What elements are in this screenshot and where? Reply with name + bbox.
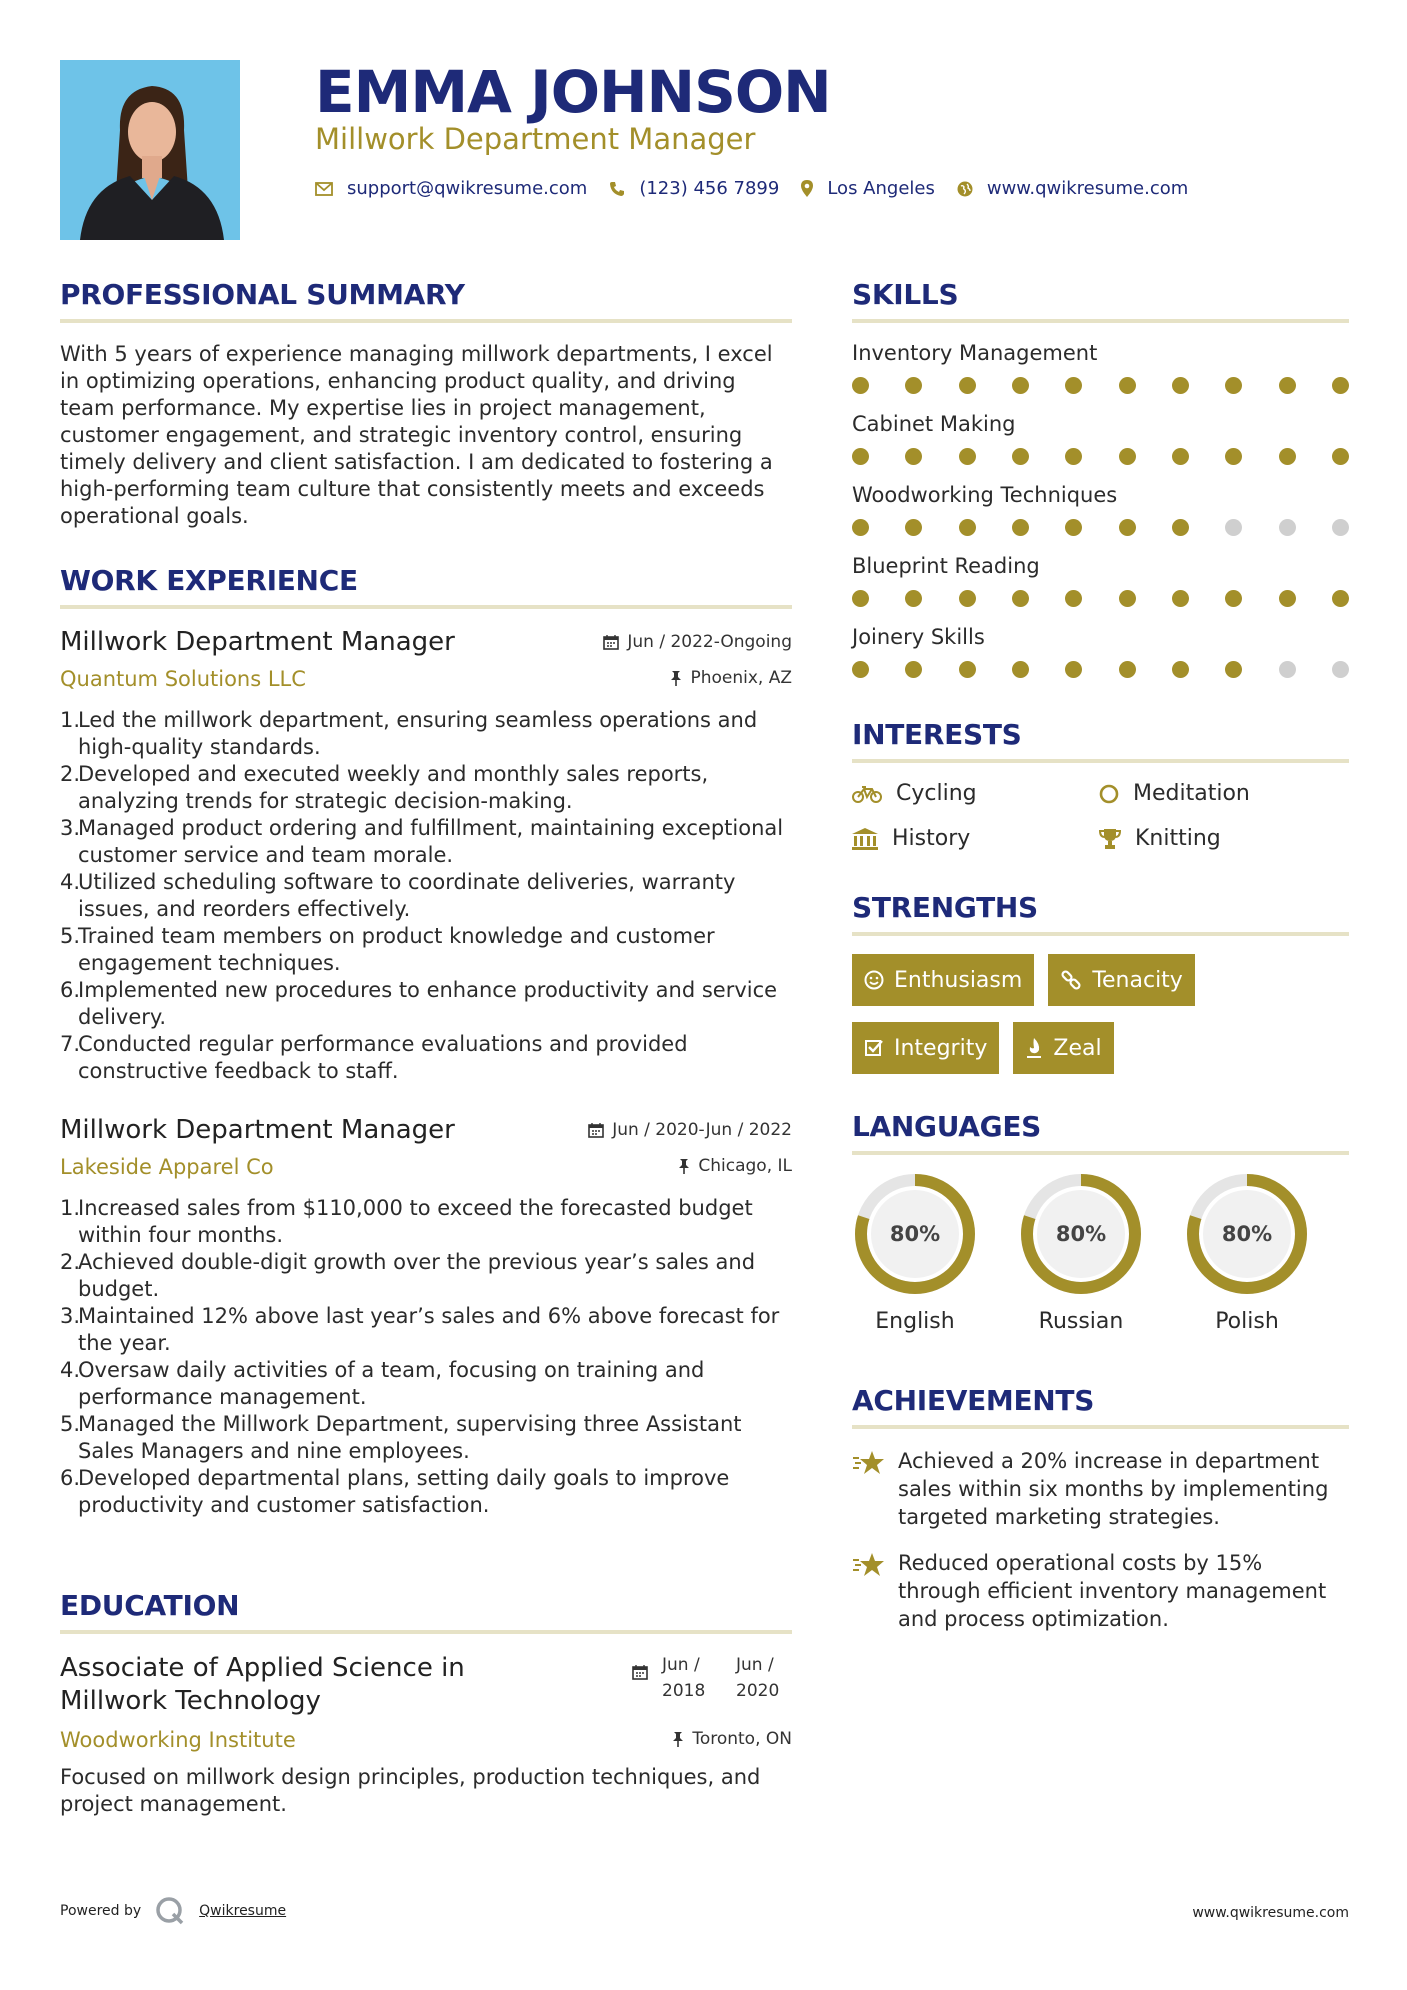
- education-description: Focused on millwork design principles, production techniques, and project management.: [60, 1765, 761, 1816]
- skill-rating: [852, 448, 1349, 465]
- skill-dot-filled: [1279, 590, 1296, 607]
- skill-dot-filled: [1225, 377, 1242, 394]
- skill-dot-filled: [1065, 661, 1082, 678]
- skill-dot-filled: [1119, 590, 1136, 607]
- star-icon: [852, 1551, 886, 1579]
- skill-dot-filled: [1225, 661, 1242, 678]
- location-text: Los Angeles: [827, 178, 935, 199]
- achievement-item: [852, 1549, 1349, 1633]
- trophy-icon: [1099, 828, 1121, 850]
- education-heading: EDUCATION: [60, 1589, 792, 1634]
- languages-list: [852, 1173, 1349, 1334]
- skill-dot-filled: [852, 661, 869, 678]
- interest-item: [852, 781, 1099, 806]
- job-bullet-list: [60, 1195, 792, 1519]
- star-icon: [852, 1449, 886, 1477]
- skill-name: Cabinet Making: [852, 412, 1016, 436]
- skill-dot-filled: [905, 590, 922, 607]
- bicycle-icon: [852, 785, 882, 803]
- skill-dot-filled: [1172, 590, 1189, 607]
- interest-label: Knitting: [1135, 826, 1221, 851]
- skill-name: Joinery Skills: [852, 625, 985, 649]
- contact-email[interactable]: [315, 178, 587, 199]
- contact-website[interactable]: [957, 178, 1188, 199]
- job-bullet-list: [60, 707, 792, 1085]
- skill-dot-empty: [1279, 661, 1296, 678]
- list-item: 3. Maintained 12% above last year’s sales and 6% above forecast for the year.: [60, 1304, 780, 1355]
- list-item: 5. Trained team members on product knowledge and customer engagement techniques.: [60, 924, 715, 975]
- strengths-list: [852, 954, 1349, 1074]
- skill-dot-filled: [959, 448, 976, 465]
- experience-heading: WORK EXPERIENCE: [60, 564, 792, 609]
- skill-dot-filled: [1119, 661, 1136, 678]
- globe-icon: [957, 181, 973, 197]
- link-icon: [1060, 969, 1082, 991]
- contact-bar: [315, 178, 1210, 199]
- language-name: Russian: [1038, 1309, 1124, 1334]
- contact-phone[interactable]: [609, 178, 779, 199]
- strength-tag: [852, 1022, 999, 1074]
- skill-dot-filled: [959, 519, 976, 536]
- job-date-text: Jun / 2022-Ongoing: [627, 632, 792, 652]
- bank-icon: [852, 828, 878, 850]
- strength-label: Enthusiasm: [894, 967, 1023, 993]
- languages-heading: LANGUAGES: [852, 1110, 1349, 1155]
- skill-dot-filled: [1012, 661, 1029, 678]
- circle-icon: [1099, 784, 1119, 804]
- skill-dot-filled: [852, 377, 869, 394]
- skill-name: Inventory Management: [852, 341, 1098, 365]
- language-item: [832, 1173, 998, 1334]
- skill-item: [852, 554, 1349, 607]
- skill-name: Blueprint Reading: [852, 554, 1040, 578]
- skill-dot-filled: [905, 448, 922, 465]
- calendar-icon: [632, 1664, 648, 1680]
- achievements-list: [852, 1447, 1349, 1633]
- skills-heading: SKILLS: [852, 278, 1349, 323]
- strengths-heading: STRENGTHS: [852, 891, 1349, 936]
- skill-rating: [852, 519, 1349, 536]
- skill-dot-filled: [1065, 448, 1082, 465]
- language-name: English: [875, 1309, 955, 1334]
- education-dates: [632, 1652, 792, 1704]
- interest-label: Meditation: [1133, 781, 1250, 806]
- achievements-heading: ACHIEVEMENTS: [852, 1384, 1349, 1429]
- strength-tag: [1048, 954, 1195, 1006]
- interest-label: Cycling: [896, 781, 977, 806]
- skill-dot-filled: [1065, 377, 1082, 394]
- left-column: [60, 278, 792, 1844]
- strength-label: Tenacity: [1092, 967, 1183, 993]
- envelope-icon: [315, 182, 333, 196]
- education-end: Jun / 2020: [736, 1655, 780, 1701]
- skill-dot-filled: [959, 377, 976, 394]
- job-location: [670, 668, 792, 688]
- interests-list: [852, 781, 1349, 851]
- language-percent: 80%: [1055, 1222, 1107, 1246]
- check-square-icon: [864, 1038, 884, 1058]
- pushpin-icon: [672, 1731, 684, 1747]
- skill-item: [852, 341, 1349, 394]
- right-column: [852, 278, 1349, 1651]
- list-item: 6. Implemented new procedures to enhance productivity and service delivery.: [60, 978, 778, 1029]
- achievement-text: Reduced operational costs by 15% through efficient inventory management and process optimization.: [898, 1551, 1327, 1631]
- list-item: 4. Utilized scheduling software to coordinate deliveries, warranty issues, and reorders effectively.: [60, 870, 736, 921]
- skill-dot-filled: [1172, 519, 1189, 536]
- calendar-icon: [588, 1122, 604, 1138]
- website-text: www.qwikresume.com: [986, 178, 1189, 199]
- skill-dot-filled: [852, 519, 869, 536]
- skill-rating: [852, 590, 1349, 607]
- candidate-role: Millwork Department Manager: [315, 122, 756, 156]
- phone-text: (123) 456 7899: [639, 178, 780, 199]
- profile-photo: [60, 60, 240, 240]
- skill-rating: [852, 377, 1349, 394]
- list-item: 3. Managed product ordering and fulfillment, maintaining exceptional customer service and team morale.: [60, 816, 784, 867]
- language-ring: [854, 1173, 976, 1295]
- job-title: Millwork Department Manager: [60, 1115, 455, 1145]
- job-location: [678, 1156, 792, 1176]
- skill-dot-filled: [1279, 448, 1296, 465]
- skill-dot-filled: [905, 377, 922, 394]
- skills-list: [852, 341, 1349, 678]
- job-location-text: Chicago, IL: [698, 1156, 792, 1176]
- education-location-text: Toronto, ON: [692, 1729, 792, 1749]
- skill-dot-filled: [1012, 590, 1029, 607]
- skill-dot-filled: [1332, 448, 1349, 465]
- list-item: 6. Developed departmental plans, setting daily goals to improve productivity and customer satisfaction.: [60, 1466, 730, 1517]
- language-name: Polish: [1215, 1309, 1279, 1334]
- skill-dot-filled: [1012, 377, 1029, 394]
- skill-dot-filled: [1012, 448, 1029, 465]
- interest-label: History: [892, 826, 971, 851]
- job-location-text: Phoenix, AZ: [690, 668, 792, 688]
- job-date-text: Jun / 2020-Jun / 2022: [612, 1120, 792, 1140]
- list-item: 5. Managed the Millwork Department, supervising three Assistant Sales Managers and nine employees.: [60, 1412, 742, 1463]
- skill-dot-empty: [1332, 519, 1349, 536]
- skill-item: [852, 483, 1349, 536]
- job-entry: [60, 1115, 792, 1519]
- fire-icon: [1025, 1037, 1043, 1059]
- skill-dot-empty: [1225, 519, 1242, 536]
- list-item: 7. Conducted regular performance evaluations and provided constructive feedback to staff.: [60, 1032, 688, 1083]
- skill-item: [852, 412, 1349, 465]
- school-name: Woodworking Institute: [60, 1728, 296, 1752]
- job-title: Millwork Department Manager: [60, 627, 455, 657]
- skill-dot-filled: [1065, 519, 1082, 536]
- company-name: Quantum Solutions LLC: [60, 667, 306, 691]
- skill-dot-filled: [1332, 377, 1349, 394]
- language-percent: 80%: [889, 1222, 941, 1246]
- list-item: 2. Developed and executed weekly and monthly sales reports, analyzing trends for strategic decision-making.: [60, 762, 709, 813]
- skill-dot-filled: [1279, 377, 1296, 394]
- skill-dot-empty: [1279, 519, 1296, 536]
- email-text: support@qwikresume.com: [347, 178, 588, 199]
- interests-heading: INTERESTS: [852, 718, 1349, 763]
- language-item: [998, 1173, 1164, 1334]
- skill-dot-filled: [1172, 661, 1189, 678]
- language-ring: [1186, 1173, 1308, 1295]
- strength-label: Zeal: [1053, 1035, 1102, 1061]
- list-item: 2. Achieved double-digit growth over the previous year’s sales and budget.: [60, 1250, 756, 1301]
- map-pin-icon: [801, 180, 813, 197]
- job-date: [588, 1120, 792, 1140]
- pushpin-icon: [678, 1158, 690, 1174]
- contact-location: [801, 178, 935, 199]
- interest-item: [1099, 781, 1349, 806]
- summary-heading: PROFESSIONAL SUMMARY: [60, 278, 792, 323]
- list-item: 1. Increased sales from $110,000 to exceed the forecasted budget within four months.: [60, 1196, 753, 1247]
- skill-dot-filled: [852, 590, 869, 607]
- skill-dot-filled: [1119, 377, 1136, 394]
- language-ring: [1020, 1173, 1142, 1295]
- language-item: [1164, 1173, 1330, 1334]
- pushpin-icon: [670, 670, 682, 686]
- education-entry: [60, 1652, 792, 1818]
- phone-icon: [609, 181, 625, 197]
- footer-website[interactable]: www.qwikresume.com: [1192, 1905, 1349, 1921]
- strength-label: Integrity: [894, 1035, 988, 1061]
- skill-dot-filled: [852, 448, 869, 465]
- job-entry: [60, 627, 792, 1085]
- qwikresume-logo-icon: [155, 1896, 185, 1926]
- skill-dot-filled: [1012, 519, 1029, 536]
- list-item: 1. Led the millwork department, ensuring seamless operations and high-quality standards.: [60, 708, 758, 759]
- skill-dot-filled: [959, 590, 976, 607]
- skill-dot-filled: [959, 661, 976, 678]
- summary-text: With 5 years of experience managing millwork departments, I excel in optimizing operations, enhancing product quality, and driving team performance. My expertise lies in project management, customer engagement, and strategic inventory control, ensuring timely delivery and client satisfaction. I am dedicated to fostering a high-performing team culture that consistently meets and exceeds operational goals.: [60, 342, 773, 528]
- skill-item: [852, 625, 1349, 678]
- education-start: Jun / 2018: [662, 1655, 706, 1701]
- interest-item: [1099, 826, 1349, 851]
- interest-item: [852, 826, 1099, 851]
- list-item: 4. Oversaw daily activities of a team, focusing on training and performance management.: [60, 1358, 705, 1409]
- skill-name: Woodworking Techniques: [852, 483, 1118, 507]
- education-location: [672, 1729, 792, 1749]
- skill-dot-filled: [905, 661, 922, 678]
- skill-dot-filled: [1119, 519, 1136, 536]
- brand-link[interactable]: Qwikresume: [199, 1903, 287, 1919]
- smile-icon: [864, 970, 884, 990]
- skill-dot-filled: [1172, 377, 1189, 394]
- candidate-name: EMMA JOHNSON: [315, 58, 831, 126]
- skill-dot-empty: [1332, 661, 1349, 678]
- skill-dot-filled: [1225, 448, 1242, 465]
- job-date: [603, 632, 792, 652]
- skill-dot-filled: [1225, 590, 1242, 607]
- calendar-icon: [603, 634, 619, 650]
- strength-tag: [1013, 1022, 1113, 1074]
- achievement-item: [852, 1447, 1349, 1531]
- skill-dot-filled: [1065, 590, 1082, 607]
- skill-dot-filled: [1332, 590, 1349, 607]
- powered-by-text: Powered by: [60, 1903, 142, 1919]
- skill-dot-filled: [1172, 448, 1189, 465]
- footer-powered-by: [60, 1896, 286, 1926]
- skill-dot-filled: [905, 519, 922, 536]
- degree-title: Associate of Applied Science in Millwork Technology: [60, 1653, 465, 1716]
- strength-tag: [852, 954, 1034, 1006]
- skill-rating: [852, 661, 1349, 678]
- skill-dot-filled: [1119, 448, 1136, 465]
- company-name: Lakeside Apparel Co: [60, 1155, 274, 1179]
- achievement-text: Achieved a 20% increase in department sales within six months by implementing targeted marketing strategies.: [898, 1449, 1329, 1529]
- language-percent: 80%: [1221, 1222, 1273, 1246]
